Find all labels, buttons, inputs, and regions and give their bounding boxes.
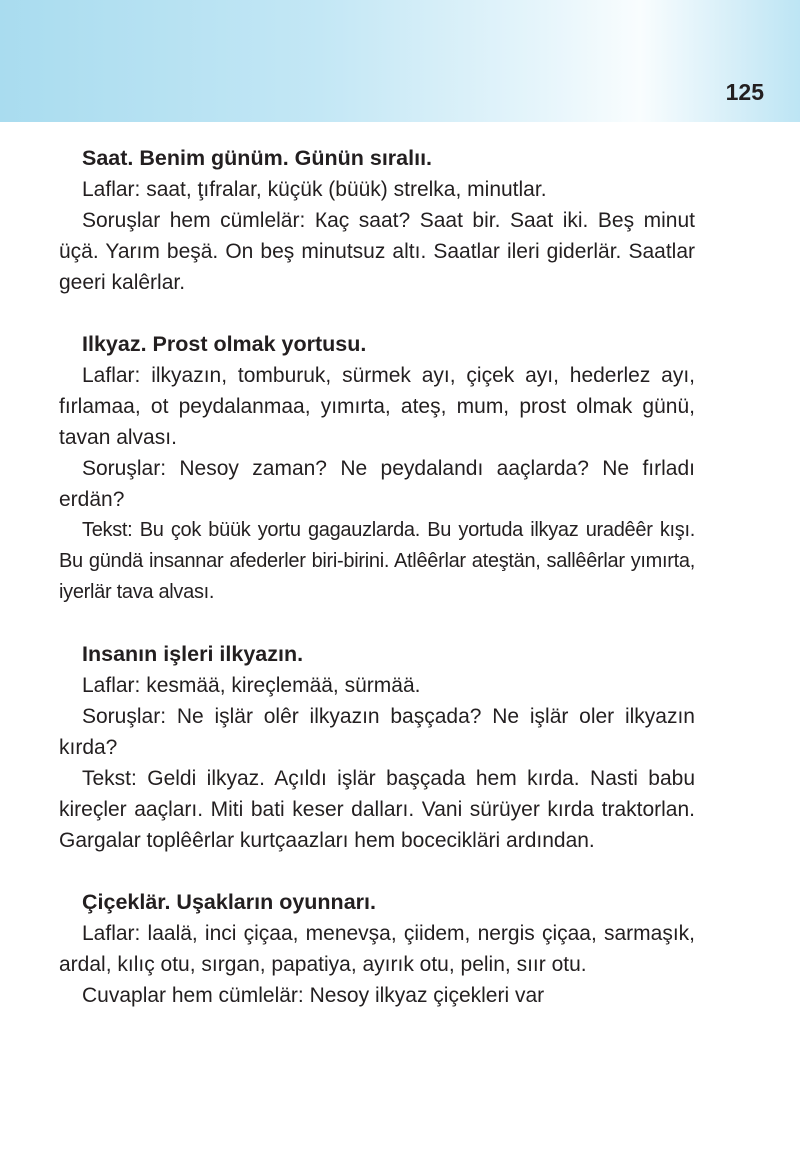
- page-number: 125: [725, 79, 764, 105]
- section-heading: Ilkyaz. Prost olmak yortusu.: [82, 332, 367, 356]
- paragraph: Soruşlar hem cümlelär: Кaç saat? Saat bir. Saat iki. Beş minut üçä. Yarım beşä. On beş minutsuz altı. Saatlar ileri giderlär. Saatlar geeri kalêrlar.: [59, 209, 695, 294]
- paragraph: Soruşlar: Ne işlär olêr ilkyazın başçada? Ne işlär oler ilkyazın kırda?: [59, 705, 695, 759]
- section-saat: [59, 143, 695, 298]
- section-cicekler: [59, 887, 695, 1011]
- paragraph: Tekst: Geldi ilkyaz. Açıldı işlär başçada hem kırda. Nasti babu kireçler aaçları. Miti bati keser dalları. Vani sürüyer kırda traktorlan. Gargalar toplêêrlar kurtçaazları hem bocecikläri ardından.: [59, 767, 695, 852]
- section-heading: Insanın işleri ilkyazın.: [82, 642, 304, 666]
- section-heading: Saat. Benim günüm. Günün sıralıı.: [82, 146, 433, 170]
- paragraph: Tekst: Bu çok büük yortu gagauzlarda. Bu yortuda ilkyaz uradêêr kışı. Bu gündä insannar afederler biri-birini. Atlêêrlar ateştän, sallêêrlar yımırta, iyerlär tava alvası.: [59, 519, 695, 603]
- paragraph: Laflar: kesmää, kireçlemää, sürmää.: [82, 674, 421, 697]
- paragraph: Soruşlar: Nesoy zaman? Ne peydalandı aaçlarda? Ne fırladı erdän?: [59, 457, 695, 511]
- paragraph: Laflar: ilkyazın, tomburuk, sürmek ayı, çiçek ayı, hederlez ayı, fırlamaa, ot peydalanmaa, yımırta, ateş, mum, prost olmak günü, tavan alvası.: [59, 364, 695, 449]
- paragraph: Laflar: saat, ţıfralar, küçük (büük) strelka, minutlar.: [82, 178, 547, 201]
- paragraph: Cuvaplar hem cümlelär: Nesoy ilkyaz çiçekleri var: [82, 984, 545, 1007]
- page-header-band: [0, 0, 800, 122]
- page-content: [59, 143, 695, 1042]
- section-ilkyaz: [59, 329, 695, 608]
- section-heading: Çiçeklär. Uşakların oyunnarı.: [82, 890, 376, 914]
- section-insanin-isleri: [59, 639, 695, 856]
- paragraph: Laflar: laalä, inci çiçaa, menevşa, çiidem, nergis çiçaa, sarmaşık, ardal, kılıç otu, sırgan, papatiya, ayırık otu, pelin, sıır otu.: [59, 922, 695, 976]
